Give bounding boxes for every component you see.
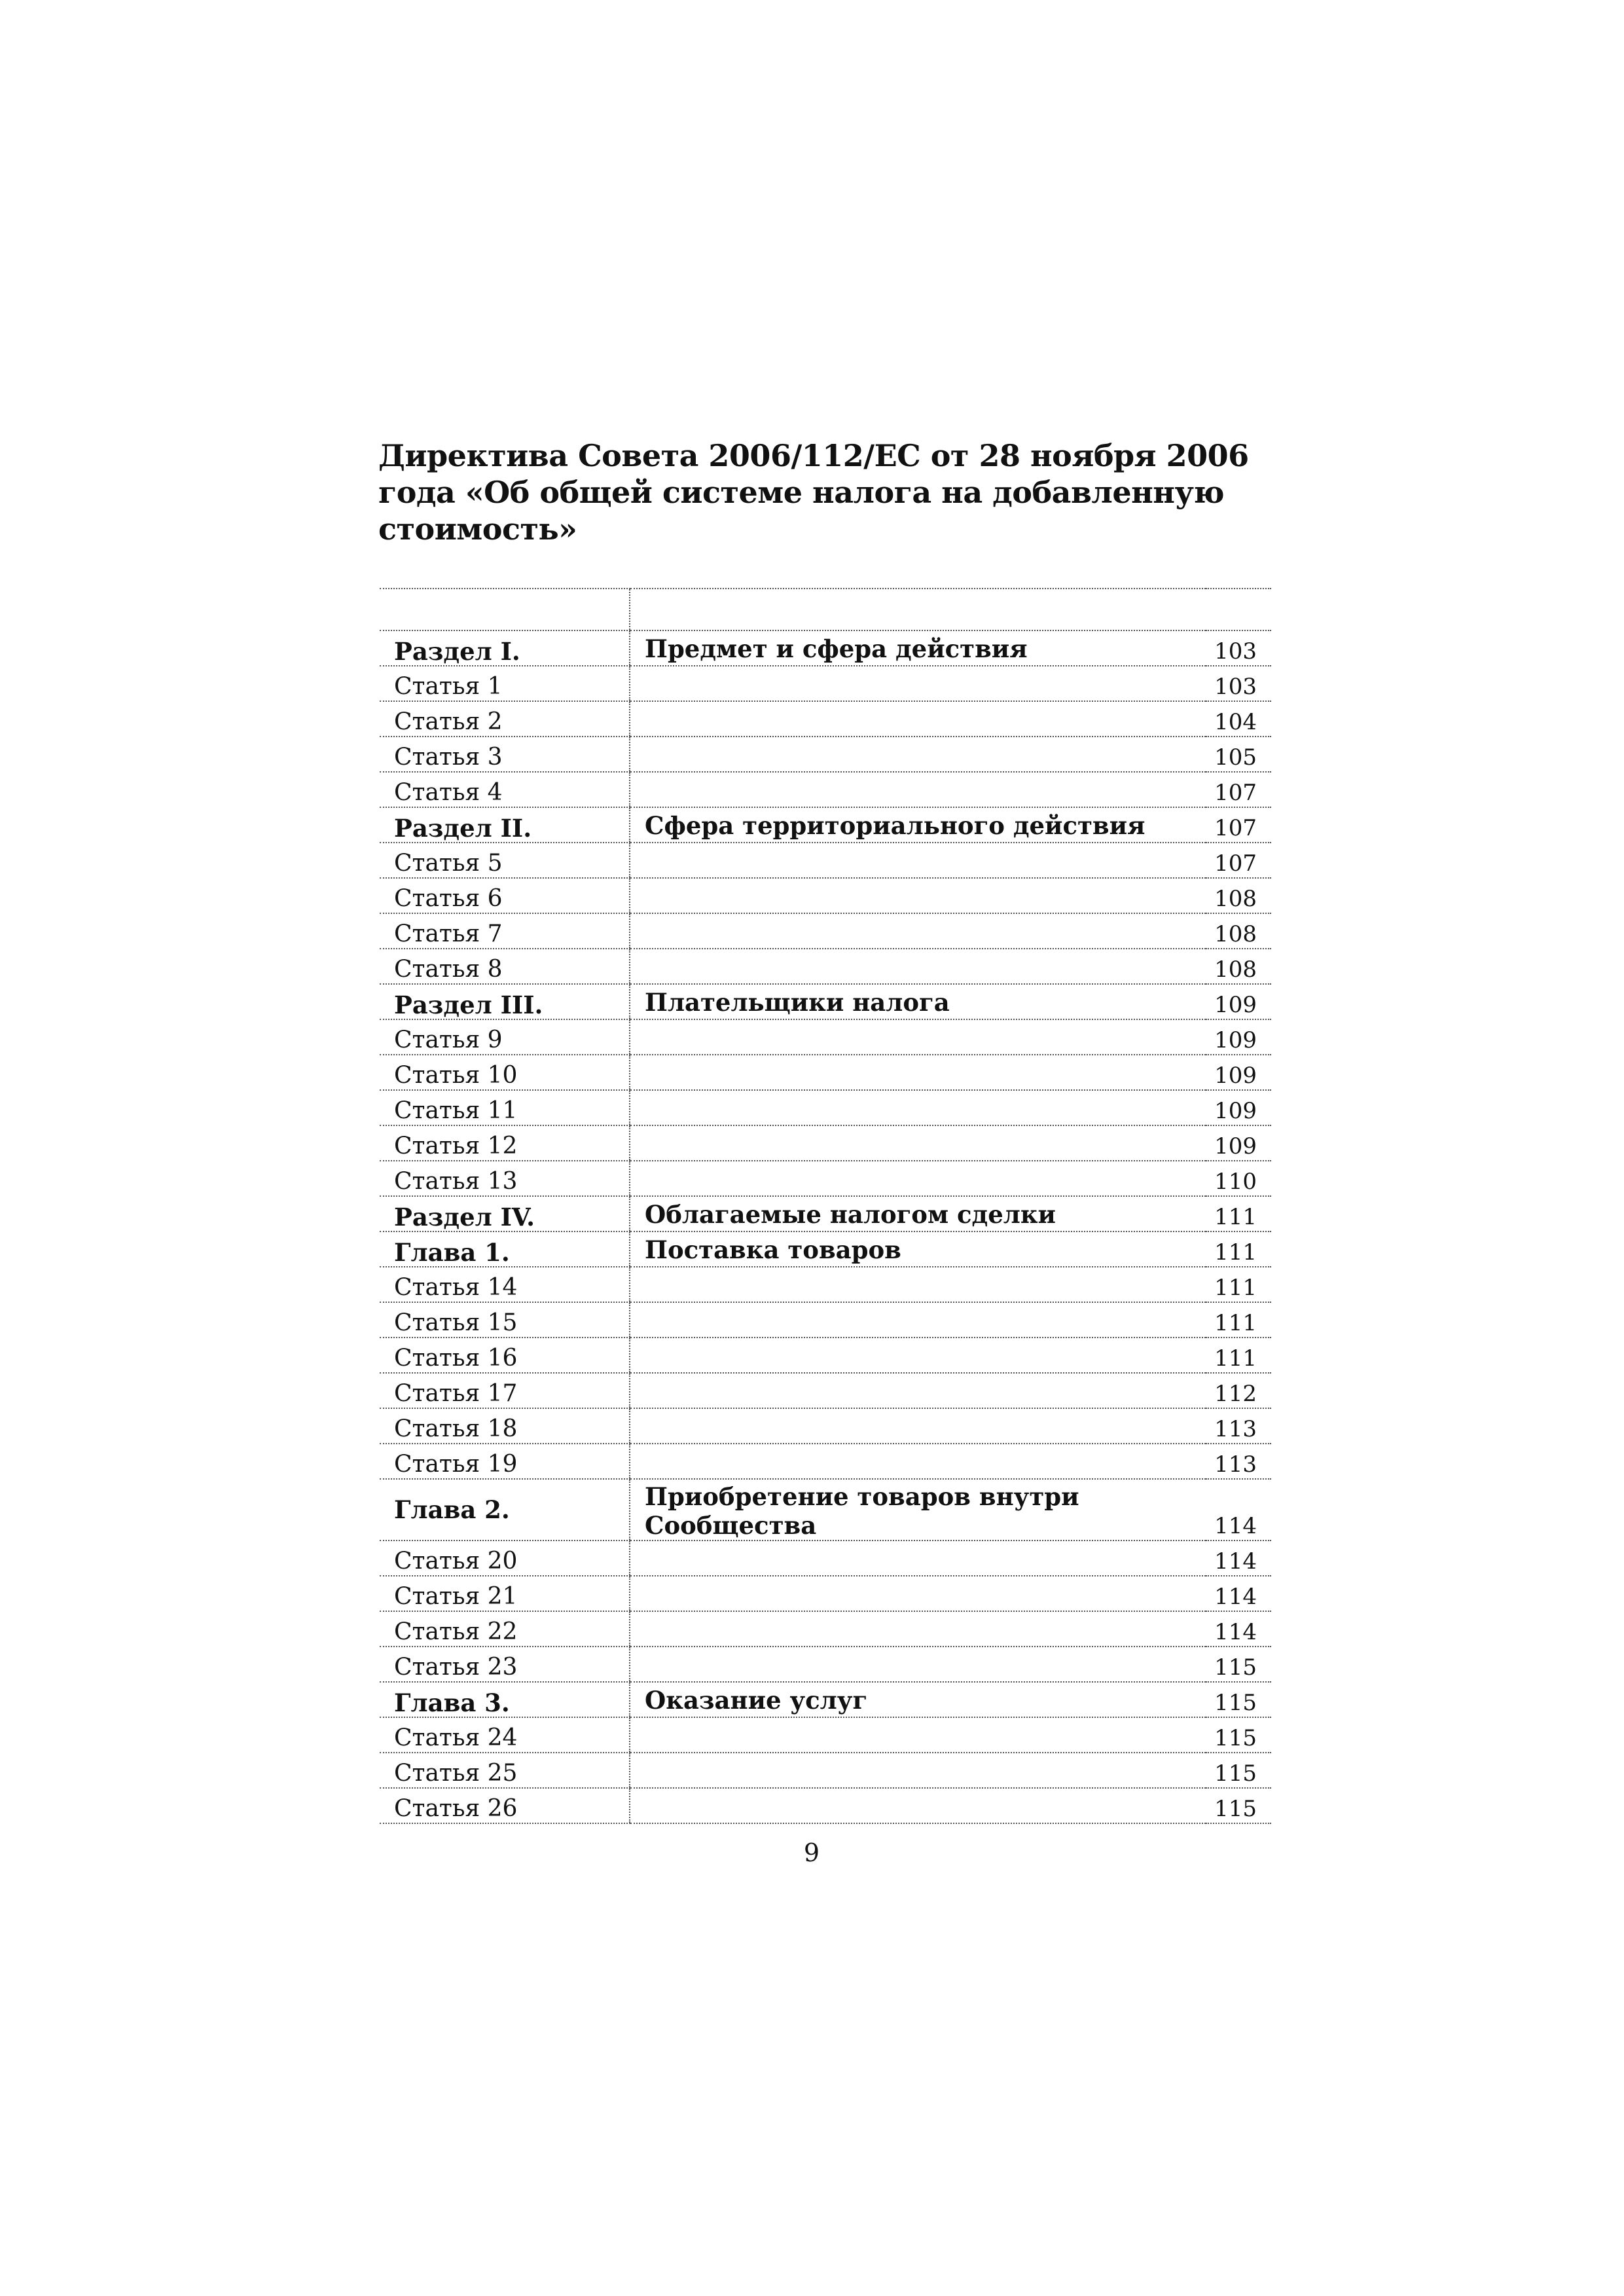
toc-article-label: Статья 15: [380, 1302, 630, 1338]
toc-page-number: 109: [1206, 1019, 1271, 1055]
toc-entry-title: [630, 913, 1206, 949]
toc-entry-title: Плательщики налога: [630, 984, 1206, 1019]
toc-section-label: Глава 1.: [380, 1231, 630, 1267]
toc-entry-title: [630, 772, 1206, 807]
toc-entry-title: [630, 1302, 1206, 1338]
toc-entry-title: [630, 1338, 1206, 1373]
toc-entry-title: [630, 701, 1206, 737]
toc-row: [380, 1302, 1271, 1338]
toc-row: [380, 878, 1271, 913]
toc-page-number: 114: [1206, 1576, 1271, 1611]
toc-row: [380, 1161, 1271, 1196]
toc-row: [380, 1753, 1271, 1788]
toc-entry-title: [630, 737, 1206, 772]
toc-page-number: 104: [1206, 701, 1271, 737]
toc-row: [380, 666, 1271, 701]
toc-body: [380, 589, 1271, 1823]
toc-entry-title: [630, 843, 1206, 878]
toc-article-label: Статья 10: [380, 1055, 630, 1090]
toc-row: [380, 1196, 1271, 1231]
toc-row: [380, 1479, 1271, 1540]
toc-page-number: 115: [1206, 1647, 1271, 1682]
toc-row: [380, 984, 1271, 1019]
toc-page-number: 113: [1206, 1408, 1271, 1444]
toc-article-label: Статья 18: [380, 1408, 630, 1444]
toc-section-label: Раздел IV.: [380, 1196, 630, 1231]
toc-entry-title: [630, 666, 1206, 701]
toc-page-number: 105: [1206, 737, 1271, 772]
toc-row: [380, 1611, 1271, 1647]
toc-entry-title: [630, 1090, 1206, 1125]
toc-page-number: 110: [1206, 1161, 1271, 1196]
toc-article-label: Статья 22: [380, 1611, 630, 1647]
toc-entry-title: [630, 1753, 1206, 1788]
toc-article-label: Статья 9: [380, 1019, 630, 1055]
toc-article-label: Статья 19: [380, 1444, 630, 1479]
toc-article-label: Статья 5: [380, 843, 630, 878]
toc-page-number: 114: [1206, 1479, 1271, 1540]
page-number: 9: [803, 1838, 820, 1867]
toc-row: [380, 1540, 1271, 1576]
toc-page-number: 111: [1206, 1338, 1271, 1373]
toc-section-label: Глава 2.: [380, 1479, 630, 1540]
toc-article-label: Статья 3: [380, 737, 630, 772]
toc-page-number: 103: [1206, 666, 1271, 701]
toc-row: [380, 1647, 1271, 1682]
toc-entry-title: Оказание услуг: [630, 1682, 1206, 1717]
toc-page-number: 109: [1206, 1125, 1271, 1161]
toc-page-number: 115: [1206, 1788, 1271, 1823]
toc-row: [380, 1338, 1271, 1373]
toc-row: [380, 630, 1271, 666]
toc-row: [380, 843, 1271, 878]
toc-row: [380, 701, 1271, 737]
table-of-contents: [380, 588, 1271, 1824]
toc-entry-title: Сфера территориального действия: [630, 807, 1206, 843]
toc-article-label: Статья 8: [380, 949, 630, 984]
toc-entry-title: [630, 1611, 1206, 1647]
toc-row: [380, 949, 1271, 984]
toc-article-label: Статья 24: [380, 1717, 630, 1753]
toc-row: [380, 772, 1271, 807]
toc-entry-title: Поставка товаров: [630, 1231, 1206, 1267]
toc-entry-title: [630, 1576, 1206, 1611]
toc-section-label: Раздел II.: [380, 807, 630, 843]
toc-article-label: Статья 25: [380, 1753, 630, 1788]
toc-row: [380, 1444, 1271, 1479]
toc-entry-title: Приобретение товаров внутри Сообщества: [630, 1479, 1206, 1540]
toc-article-label: Статья 1: [380, 666, 630, 701]
toc-entry-title: [630, 1267, 1206, 1302]
toc-row: [380, 913, 1271, 949]
toc-article-label: Статья 21: [380, 1576, 630, 1611]
toc-row: [380, 1055, 1271, 1090]
toc-page-number: 111: [1206, 1302, 1271, 1338]
toc-page-number: 115: [1206, 1753, 1271, 1788]
toc-entry-title: [630, 1647, 1206, 1682]
toc-page-number: 107: [1206, 843, 1271, 878]
toc-entry-title: [630, 878, 1206, 913]
toc-article-label: Статья 17: [380, 1373, 630, 1408]
toc-page-number: 108: [1206, 913, 1271, 949]
toc-article-label: Статья 23: [380, 1647, 630, 1682]
toc-entry-title: [630, 1161, 1206, 1196]
toc-entry-title: [630, 949, 1206, 984]
toc-article-label: Статья 16: [380, 1338, 630, 1373]
toc-page-number: 109: [1206, 1055, 1271, 1090]
toc-row: [380, 1019, 1271, 1055]
toc-entry-title: Предмет и сфера действия: [630, 630, 1206, 666]
toc-row: [380, 807, 1271, 843]
toc-row: [380, 1231, 1271, 1267]
toc-page-number: 115: [1206, 1717, 1271, 1753]
toc-page-number: 113: [1206, 1444, 1271, 1479]
toc-section-label: Раздел I.: [380, 630, 630, 666]
toc-row: [380, 1717, 1271, 1753]
toc-article-label: Статья 13: [380, 1161, 630, 1196]
toc-row: [380, 1576, 1271, 1611]
toc-entry-title: [630, 1019, 1206, 1055]
toc-page-number: 111: [1206, 1267, 1271, 1302]
toc-section-label: Глава 3.: [380, 1682, 630, 1717]
toc-entry-title: [630, 1373, 1206, 1408]
toc-entry-title: [630, 1055, 1206, 1090]
toc-row: [380, 1373, 1271, 1408]
toc-page-number: 111: [1206, 1196, 1271, 1231]
toc-article-label: Статья 6: [380, 878, 630, 913]
toc-entry-title: [630, 1444, 1206, 1479]
toc-row: [380, 1090, 1271, 1125]
toc-article-label: Статья 26: [380, 1788, 630, 1823]
toc-page-number: 112: [1206, 1373, 1271, 1408]
toc-article-label: Статья 20: [380, 1540, 630, 1576]
toc-entry-title: [630, 1125, 1206, 1161]
toc-page-number: 109: [1206, 984, 1271, 1019]
toc-row: [380, 1267, 1271, 1302]
toc-article-label: Статья 4: [380, 772, 630, 807]
toc-article-label: Статья 11: [380, 1090, 630, 1125]
toc-page-number: 103: [1206, 630, 1271, 666]
toc-row: [380, 737, 1271, 772]
toc-entry-title: [630, 1788, 1206, 1823]
toc-page-number: 114: [1206, 1540, 1271, 1576]
toc-article-label: Статья 12: [380, 1125, 630, 1161]
toc-row: [380, 1125, 1271, 1161]
toc-article-label: Статья 14: [380, 1267, 630, 1302]
toc-entry-title: [630, 1408, 1206, 1444]
toc-page-number: 114: [1206, 1611, 1271, 1647]
toc-article-label: Статья 7: [380, 913, 630, 949]
toc-section-label: Раздел III.: [380, 984, 630, 1019]
toc-row: [380, 1682, 1271, 1717]
toc-page-number: 108: [1206, 949, 1271, 984]
toc-page-number: 107: [1206, 772, 1271, 807]
toc-page-number: 115: [1206, 1682, 1271, 1717]
document-title: Директива Совета 2006/112/ЕС от 28 ноября 2006 года «Об общей системе налога на добавленную стоимость»: [378, 438, 1249, 547]
toc-article-label: Статья 2: [380, 701, 630, 737]
toc-page-number: 109: [1206, 1090, 1271, 1125]
toc-page-number: 107: [1206, 807, 1271, 843]
toc-entry-title: Облагаемые налогом сделки: [630, 1196, 1206, 1231]
toc-header-spacer: [380, 589, 1271, 630]
toc-entry-title: [630, 1717, 1206, 1753]
toc-entry-title: [630, 1540, 1206, 1576]
toc-page-number: 108: [1206, 878, 1271, 913]
toc-page-number: 111: [1206, 1231, 1271, 1267]
toc-row: [380, 1408, 1271, 1444]
toc-row: [380, 1788, 1271, 1823]
